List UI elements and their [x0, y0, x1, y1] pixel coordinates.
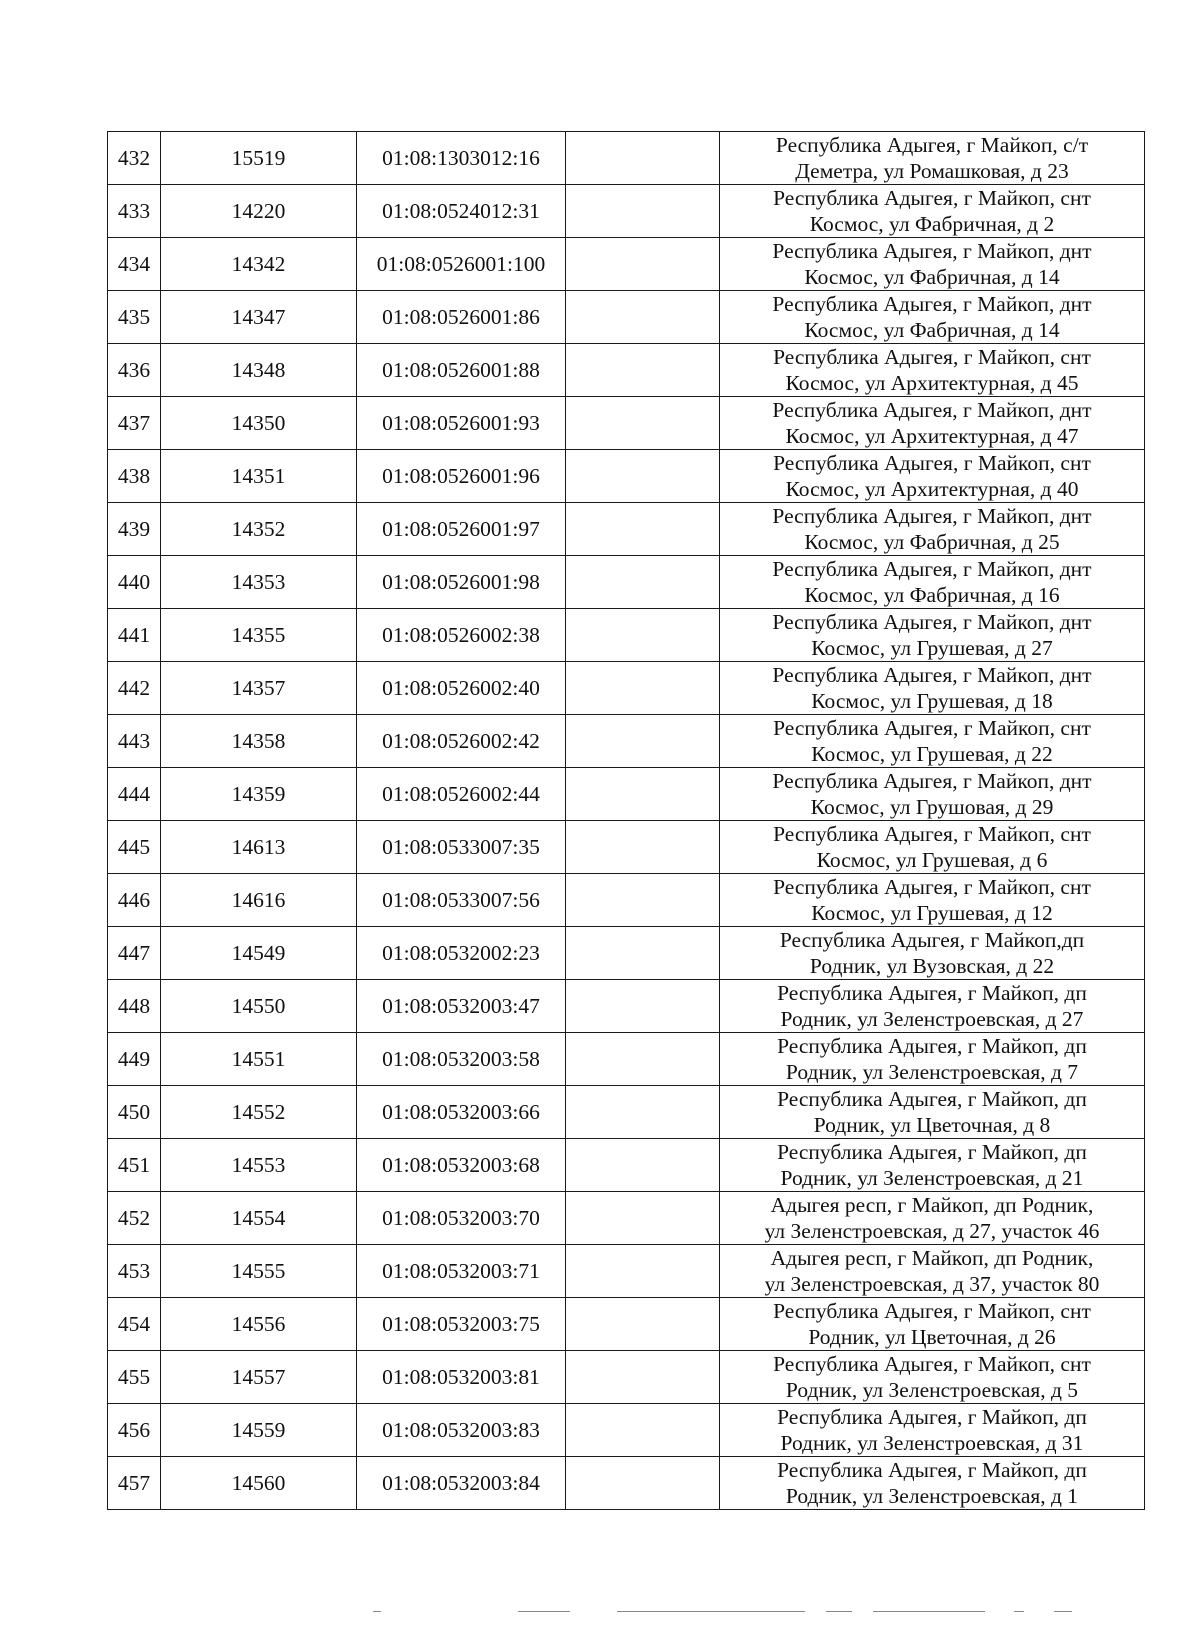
empty-cell — [566, 503, 720, 556]
empty-cell — [566, 1298, 720, 1351]
object-code-cell: 14555 — [161, 1245, 357, 1298]
empty-cell — [566, 450, 720, 503]
scan-mark — [617, 1611, 805, 1612]
address-cell: Республика Адыгея, г Майкоп, днт Космос, ул Фабричная, д 25 — [720, 503, 1145, 556]
address-cell: Республика Адыгея, г Майкоп, днт Космос, ул Грушевая, д 18 — [720, 662, 1145, 715]
cadastral-number-cell: 01:08:0526001:96 — [357, 450, 566, 503]
scan-mark — [1054, 1611, 1072, 1612]
cadastral-number-cell: 01:08:0532003:75 — [357, 1298, 566, 1351]
empty-cell — [566, 768, 720, 821]
object-code-cell: 14551 — [161, 1033, 357, 1086]
row-number-cell: 450 — [108, 1086, 161, 1139]
object-code-cell: 14351 — [161, 450, 357, 503]
address-cell: Республика Адыгея, г Майкоп, днт Космос, ул Грушевая, д 27 — [720, 609, 1145, 662]
table-row — [108, 1298, 1145, 1351]
scan-mark — [373, 1611, 381, 1612]
cadastral-number-cell: 01:08:0532003:66 — [357, 1086, 566, 1139]
address-cell: Республика Адыгея, г Майкоп, дп Родник, ул Зеленстроевская, д 21 — [720, 1139, 1145, 1192]
object-code-cell: 14350 — [161, 397, 357, 450]
land-plots-table — [107, 131, 1145, 1510]
table-row — [108, 291, 1145, 344]
row-number-cell: 435 — [108, 291, 161, 344]
empty-cell — [566, 344, 720, 397]
table-row — [108, 874, 1145, 927]
row-number-cell: 446 — [108, 874, 161, 927]
cadastral-number-cell: 01:08:0533007:35 — [357, 821, 566, 874]
empty-cell — [566, 1351, 720, 1404]
cadastral-number-cell: 01:08:0532003:71 — [357, 1245, 566, 1298]
empty-cell — [566, 662, 720, 715]
cadastral-number-cell: 01:08:1303012:16 — [357, 132, 566, 185]
table-row — [108, 662, 1145, 715]
row-number-cell: 454 — [108, 1298, 161, 1351]
empty-cell — [566, 556, 720, 609]
cadastral-number-cell: 01:08:0526002:40 — [357, 662, 566, 715]
table-row — [108, 185, 1145, 238]
row-number-cell: 432 — [108, 132, 161, 185]
row-number-cell: 438 — [108, 450, 161, 503]
empty-cell — [566, 1192, 720, 1245]
table-row — [108, 980, 1145, 1033]
empty-cell — [566, 1245, 720, 1298]
row-number-cell: 439 — [108, 503, 161, 556]
table-row — [108, 1404, 1145, 1457]
object-code-cell: 14348 — [161, 344, 357, 397]
address-cell: Республика Адыгея, г Майкоп, днт Космос, ул Фабричная, д 14 — [720, 238, 1145, 291]
row-number-cell: 455 — [108, 1351, 161, 1404]
scan-mark — [1014, 1611, 1024, 1612]
cadastral-number-cell: 01:08:0532003:47 — [357, 980, 566, 1033]
row-number-cell: 445 — [108, 821, 161, 874]
empty-cell — [566, 609, 720, 662]
object-code-cell: 14220 — [161, 185, 357, 238]
address-cell: Республика Адыгея, г Майкоп, снт Родник, ул Зеленстроевская, д 5 — [720, 1351, 1145, 1404]
address-cell: Республика Адыгея, г Майкоп, снт Космос, ул Фабричная, д 2 — [720, 185, 1145, 238]
cadastral-number-cell: 01:08:0532003:83 — [357, 1404, 566, 1457]
object-code-cell: 14560 — [161, 1457, 357, 1510]
cadastral-number-cell: 01:08:0532003:68 — [357, 1139, 566, 1192]
address-cell: Республика Адыгея, г Майкоп, дп Родник, ул Зеленстроевская, д 31 — [720, 1404, 1145, 1457]
address-cell: Республика Адыгея, г Майкоп,дп Родник, ул Вузовская, д 22 — [720, 927, 1145, 980]
cadastral-number-cell: 01:08:0532003:81 — [357, 1351, 566, 1404]
address-cell: Адыгея респ, г Майкоп, дп Родник, ул Зеленстроевская, д 27, участок 46 — [720, 1192, 1145, 1245]
object-code-cell: 14342 — [161, 238, 357, 291]
table-row — [108, 609, 1145, 662]
address-cell: Республика Адыгея, г Майкоп, днт Космос, ул Фабричная, д 14 — [720, 291, 1145, 344]
row-number-cell: 453 — [108, 1245, 161, 1298]
row-number-cell: 437 — [108, 397, 161, 450]
table-row — [108, 1351, 1145, 1404]
object-code-cell: 14359 — [161, 768, 357, 821]
object-code-cell: 14352 — [161, 503, 357, 556]
table-row — [108, 1245, 1145, 1298]
address-cell: Республика Адыгея, г Майкоп, дп Родник, ул Зеленстроевская, д 7 — [720, 1033, 1145, 1086]
row-number-cell: 457 — [108, 1457, 161, 1510]
cadastral-number-cell: 01:08:0526001:98 — [357, 556, 566, 609]
address-cell: Республика Адыгея, г Майкоп, дп Родник, ул Зеленстроевская, д 1 — [720, 1457, 1145, 1510]
cadastral-number-cell: 01:08:0526001:97 — [357, 503, 566, 556]
empty-cell — [566, 1086, 720, 1139]
empty-cell — [566, 980, 720, 1033]
address-cell: Республика Адыгея, г Майкоп, снт Космос, ул Грушевая, д 22 — [720, 715, 1145, 768]
table-row — [108, 927, 1145, 980]
address-cell: Республика Адыгея, г Майкоп, снт Родник, ул Цветочная, д 26 — [720, 1298, 1145, 1351]
row-number-cell: 433 — [108, 185, 161, 238]
table-row — [108, 1033, 1145, 1086]
empty-cell — [566, 1139, 720, 1192]
empty-cell — [566, 1033, 720, 1086]
object-code-cell: 14613 — [161, 821, 357, 874]
row-number-cell: 448 — [108, 980, 161, 1033]
table-row — [108, 1457, 1145, 1510]
address-cell: Республика Адыгея, г Майкоп, дп Родник, ул Цветочная, д 8 — [720, 1086, 1145, 1139]
cadastral-number-cell: 01:08:0532003:84 — [357, 1457, 566, 1510]
row-number-cell: 442 — [108, 662, 161, 715]
table-row — [108, 132, 1145, 185]
cadastral-number-cell: 01:08:0526001:93 — [357, 397, 566, 450]
address-cell: Республика Адыгея, г Майкоп, снт Космос, ул Архитектурная, д 45 — [720, 344, 1145, 397]
object-code-cell: 14554 — [161, 1192, 357, 1245]
object-code-cell: 14353 — [161, 556, 357, 609]
table-row — [108, 1139, 1145, 1192]
table-row — [108, 715, 1145, 768]
address-cell: Республика Адыгея, г Майкоп, снт Космос, ул Грушевая, д 12 — [720, 874, 1145, 927]
object-code-cell: 14552 — [161, 1086, 357, 1139]
row-number-cell: 451 — [108, 1139, 161, 1192]
table-row — [108, 503, 1145, 556]
row-number-cell: 443 — [108, 715, 161, 768]
row-number-cell: 441 — [108, 609, 161, 662]
cadastral-number-cell: 01:08:0526001:86 — [357, 291, 566, 344]
object-code-cell: 14557 — [161, 1351, 357, 1404]
row-number-cell: 447 — [108, 927, 161, 980]
empty-cell — [566, 1457, 720, 1510]
cadastral-number-cell: 01:08:0526002:38 — [357, 609, 566, 662]
empty-cell — [566, 132, 720, 185]
table-row — [108, 238, 1145, 291]
cadastral-number-cell: 01:08:0533007:56 — [357, 874, 566, 927]
address-cell: Республика Адыгея, г Майкоп, днт Космос, ул Фабричная, д 16 — [720, 556, 1145, 609]
cadastral-number-cell: 01:08:0532003:70 — [357, 1192, 566, 1245]
row-number-cell: 456 — [108, 1404, 161, 1457]
scan-mark — [518, 1611, 570, 1612]
empty-cell — [566, 185, 720, 238]
table-row — [108, 1086, 1145, 1139]
row-number-cell: 444 — [108, 768, 161, 821]
address-cell: Республика Адыгея, г Майкоп, снт Космос, ул Архитектурная, д 40 — [720, 450, 1145, 503]
address-cell: Республика Адыгея, г Майкоп, с/т Деметра, ул Ромашковая, д 23 — [720, 132, 1145, 185]
table-row — [108, 556, 1145, 609]
object-code-cell: 14559 — [161, 1404, 357, 1457]
object-code-cell: 14355 — [161, 609, 357, 662]
address-cell: Республика Адыгея, г Майкоп, дп Родник, ул Зеленстроевская, д 27 — [720, 980, 1145, 1033]
cadastral-number-cell: 01:08:0526002:42 — [357, 715, 566, 768]
object-code-cell: 14556 — [161, 1298, 357, 1351]
cadastral-number-cell: 01:08:0532003:58 — [357, 1033, 566, 1086]
empty-cell — [566, 291, 720, 344]
table-body — [108, 132, 1145, 1510]
row-number-cell: 452 — [108, 1192, 161, 1245]
object-code-cell: 14616 — [161, 874, 357, 927]
row-number-cell: 434 — [108, 238, 161, 291]
empty-cell — [566, 821, 720, 874]
object-code-cell: 14549 — [161, 927, 357, 980]
table-row — [108, 821, 1145, 874]
table-row — [108, 1192, 1145, 1245]
object-code-cell: 14357 — [161, 662, 357, 715]
table-row — [108, 397, 1145, 450]
cadastral-number-cell: 01:08:0524012:31 — [357, 185, 566, 238]
object-code-cell: 14550 — [161, 980, 357, 1033]
empty-cell — [566, 715, 720, 768]
empty-cell — [566, 1404, 720, 1457]
cadastral-number-cell: 01:08:0526001:100 — [357, 238, 566, 291]
address-cell: Республика Адыгея, г Майкоп, снт Космос, ул Грушевая, д 6 — [720, 821, 1145, 874]
table-row — [108, 344, 1145, 397]
table-row — [108, 768, 1145, 821]
address-cell: Республика Адыгея, г Майкоп, днт Космос, ул Архитектурная, д 47 — [720, 397, 1145, 450]
scan-mark — [826, 1611, 852, 1612]
scan-mark — [873, 1611, 985, 1612]
object-code-cell: 15519 — [161, 132, 357, 185]
row-number-cell: 449 — [108, 1033, 161, 1086]
table-row — [108, 450, 1145, 503]
address-cell: Адыгея респ, г Майкоп, дп Родник, ул Зеленстроевская, д 37, участок 80 — [720, 1245, 1145, 1298]
empty-cell — [566, 927, 720, 980]
object-code-cell: 14553 — [161, 1139, 357, 1192]
cadastral-number-cell: 01:08:0526001:88 — [357, 344, 566, 397]
cadastral-number-cell: 01:08:0526002:44 — [357, 768, 566, 821]
empty-cell — [566, 397, 720, 450]
empty-cell — [566, 238, 720, 291]
object-code-cell: 14358 — [161, 715, 357, 768]
address-cell: Республика Адыгея, г Майкоп, днт Космос, ул Грушовая, д 29 — [720, 768, 1145, 821]
object-code-cell: 14347 — [161, 291, 357, 344]
cadastral-number-cell: 01:08:0532002:23 — [357, 927, 566, 980]
row-number-cell: 436 — [108, 344, 161, 397]
row-number-cell: 440 — [108, 556, 161, 609]
empty-cell — [566, 874, 720, 927]
